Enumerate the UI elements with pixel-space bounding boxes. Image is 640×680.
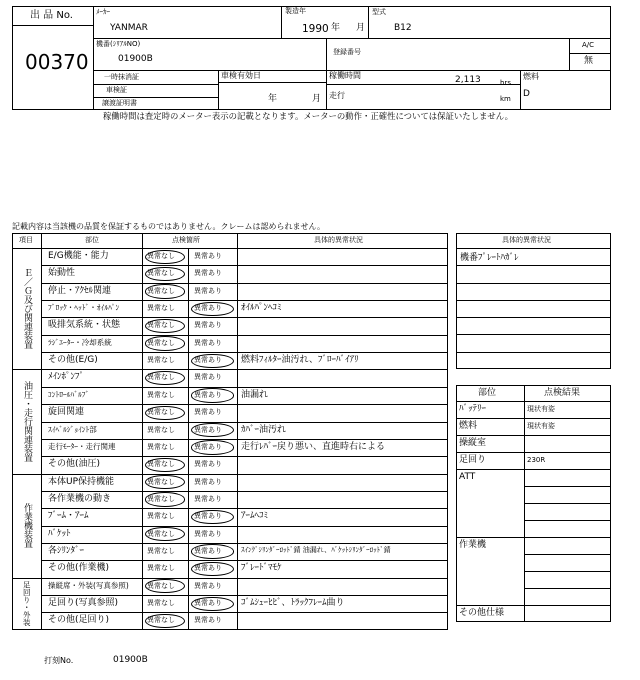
serial-plate-note: 機番ﾌﾟﾚｰﾄﾊｶﾞﾚ bbox=[460, 253, 519, 263]
group-name-text: 油圧・走行関連装置 bbox=[22, 380, 32, 462]
part-label: 足回り(写真参照) bbox=[48, 598, 119, 608]
row-rule bbox=[41, 612, 448, 613]
part-label: 吸排気系統・状態 bbox=[48, 320, 121, 331]
row-rule bbox=[41, 283, 448, 284]
ng-label: 異常あり bbox=[194, 408, 222, 417]
part-label: 走行ﾓｰﾀｰ・走行関連 bbox=[48, 441, 116, 451]
row-rule bbox=[41, 595, 448, 596]
ok-label: 異常なし bbox=[147, 460, 175, 469]
col-check-header: 点検箇所 bbox=[172, 236, 200, 244]
sub-row-rule bbox=[524, 571, 611, 572]
ng-label: 異常あり bbox=[194, 425, 222, 434]
col-part-header: 部位 bbox=[85, 236, 99, 244]
fuel-label: 燃料 bbox=[523, 72, 539, 81]
group-name bbox=[12, 248, 41, 369]
result-part: 作業機 bbox=[459, 540, 487, 550]
inspection-valid-label: 車検有効日 bbox=[221, 71, 261, 80]
ng-label: 異常あり bbox=[194, 252, 222, 260]
result-value: 230R bbox=[527, 456, 546, 464]
model-label: 型式 bbox=[372, 8, 386, 16]
inspection-month-unit: 月 bbox=[312, 94, 322, 104]
ok-label: 異常なし bbox=[147, 373, 175, 382]
model-value: B12 bbox=[394, 23, 412, 33]
lot-number: 00370 bbox=[25, 50, 89, 74]
row-rule bbox=[456, 418, 611, 419]
col-item-header: 項目 bbox=[19, 236, 33, 244]
ng-label: 異常あり bbox=[194, 304, 222, 313]
detail-text: ｱｰﾑﾍｺﾐ bbox=[241, 511, 269, 522]
group-rule bbox=[12, 369, 448, 370]
ok-label: 異常なし bbox=[147, 564, 175, 573]
ok-circle-mark bbox=[145, 250, 185, 264]
detail-text: 燃料ﾌｨﾙﾀｰ油汚れ、ﾌﾞﾛｰﾊﾞｲｱﾘ bbox=[241, 355, 359, 366]
ok-label: 異常なし bbox=[147, 599, 175, 607]
part-label: 旋回関連 bbox=[48, 407, 85, 418]
group-rule bbox=[12, 474, 448, 475]
header-rule bbox=[456, 248, 611, 249]
ok-circle-mark bbox=[145, 458, 185, 472]
km-unit: km bbox=[500, 95, 511, 103]
ng-label: 異常あり bbox=[194, 356, 222, 365]
ok-circle-mark bbox=[145, 492, 185, 506]
result-part: ATT bbox=[459, 472, 476, 482]
row-rule bbox=[456, 452, 611, 453]
header-rule bbox=[456, 401, 611, 402]
detail-text: ｶﾊﾞｰ油汚れ bbox=[241, 424, 287, 435]
ok-label: 異常なし bbox=[147, 356, 175, 365]
ok-label: 異常なし bbox=[147, 494, 175, 503]
hours-unit: hrs bbox=[500, 79, 511, 87]
column-rule bbox=[237, 233, 238, 630]
row-rule bbox=[456, 300, 611, 301]
year-unit: 年 bbox=[331, 23, 341, 33]
row-rule bbox=[456, 537, 611, 538]
ng-label: 異常あり bbox=[194, 494, 222, 503]
ok-label: 異常なし bbox=[147, 408, 175, 417]
ok-circle-mark bbox=[145, 267, 185, 281]
group-rule bbox=[12, 578, 448, 579]
row-rule bbox=[456, 283, 611, 284]
hours-note: 稼働時間は査定時のメーター表示の記載となります。メーターの動作・正確性については保証いたしません。 bbox=[103, 111, 514, 121]
sub-row-rule bbox=[524, 486, 611, 487]
year-value: 1990 bbox=[302, 23, 329, 35]
group-name bbox=[12, 369, 41, 473]
row-rule bbox=[41, 560, 448, 561]
row-rule bbox=[41, 335, 448, 336]
ok-label: 異常なし bbox=[147, 616, 175, 625]
row-rule bbox=[456, 317, 611, 318]
part-label: ﾒｲﾝﾎﾟﾝﾌﾟ bbox=[48, 372, 85, 383]
row-rule bbox=[41, 422, 448, 423]
ng-label: 異常あり bbox=[194, 442, 222, 451]
ok-circle-mark bbox=[145, 614, 185, 628]
ng-circle-mark bbox=[191, 562, 234, 576]
result-value: 現状有姿 bbox=[527, 405, 555, 413]
row-rule bbox=[41, 265, 448, 266]
group-name-text: Ｅ／Ｇ及び関連装置 bbox=[22, 268, 32, 350]
maker-value: YANMAR bbox=[110, 23, 148, 33]
fuel-value: D bbox=[523, 89, 530, 99]
row-rule bbox=[456, 334, 611, 335]
stamp-label: 打刻No. bbox=[44, 656, 74, 665]
detail-text: ｽｲﾝｸﾞｼﾘﾝﾀﾞｰﾛｯﾄﾞ錆 油漏れ、ﾊﾞｹｯﾄｼﾘﾝﾀﾞｰﾛｯﾄﾞ錆 bbox=[241, 545, 391, 554]
ng-label: 異常あり bbox=[194, 512, 222, 521]
maker-label: ﾒｰｶｰ bbox=[96, 8, 110, 16]
detail-text: 油漏れ bbox=[241, 389, 269, 400]
row-rule bbox=[41, 300, 448, 301]
ok-circle-mark bbox=[145, 406, 185, 420]
ng-label: 異常あり bbox=[194, 373, 222, 382]
col-detail-header: 具体的異常状況 bbox=[314, 236, 363, 244]
part-label: ﾌﾞﾛｯｸ・ﾍｯﾄﾞ・ｵｲﾙﾊﾟﾝ bbox=[48, 303, 120, 313]
ac-value: 無 bbox=[584, 56, 594, 66]
inspection-cert-label: 車検証 bbox=[106, 86, 127, 94]
serial-plate-header: 具体的異常状況 bbox=[502, 236, 551, 244]
ng-label: 異常あり bbox=[194, 599, 222, 607]
sub-row-rule bbox=[524, 588, 611, 589]
part-label: その他(足回り) bbox=[48, 615, 110, 626]
ok-label: 異常なし bbox=[147, 512, 175, 521]
transfer-cert-label: 譲渡証明書 bbox=[102, 99, 137, 107]
ok-label: 異常なし bbox=[147, 321, 175, 330]
ng-circle-mark bbox=[191, 544, 234, 558]
result-part: ﾊﾞｯﾃﾘｰ bbox=[459, 404, 487, 414]
ok-circle-mark bbox=[145, 336, 185, 350]
ok-label: 異常なし bbox=[147, 304, 175, 313]
ok-label: 異常なし bbox=[147, 546, 175, 555]
detail-text: ｵｲﾙﾊﾟﾝﾍｺﾐ bbox=[241, 303, 282, 314]
ng-circle-mark bbox=[191, 354, 234, 368]
ng-label: 異常あり bbox=[194, 616, 222, 625]
ok-label: 異常なし bbox=[147, 338, 175, 347]
ok-label: 異常なし bbox=[147, 477, 175, 486]
row-rule bbox=[41, 404, 448, 405]
ng-label: 異常あり bbox=[194, 338, 222, 347]
part-label: 停止・ｱｸｾﾙ関連 bbox=[48, 285, 112, 296]
ng-circle-mark bbox=[191, 597, 234, 611]
part-label: ｽｲﾍﾞﾙｼﾞｮｲﾝﾄ部 bbox=[48, 424, 97, 434]
month-unit: 月 bbox=[356, 23, 366, 33]
lot-label: 出 品 No. bbox=[30, 10, 73, 21]
part-label: ﾌﾞｰﾑ・ｱｰﾑ bbox=[48, 511, 89, 522]
ng-label: 異常あり bbox=[194, 269, 222, 278]
detail-text: ｺﾞﾑｼｭｰﾋﾋﾞ、ﾄﾗｯｸﾌﾚｰﾑ曲り bbox=[241, 598, 345, 608]
part-label: E/G機能・能力 bbox=[48, 251, 109, 261]
part-label: 各ｼﾘﾝﾀﾞｰ bbox=[48, 545, 85, 556]
header-rule bbox=[12, 248, 448, 249]
ng-label: 異常あり bbox=[194, 321, 222, 330]
serial-label: 機番(ｼﾘｱﾙNO) bbox=[96, 40, 141, 48]
ok-label: 異常なし bbox=[147, 252, 175, 260]
km-label: 走行 bbox=[329, 91, 345, 100]
sub-row-rule bbox=[524, 554, 611, 555]
group-name bbox=[12, 474, 41, 578]
group-name-text: 足回り・外装 bbox=[22, 581, 32, 627]
ok-label: 異常なし bbox=[147, 529, 175, 538]
result-value: 現状有姿 bbox=[527, 422, 555, 430]
stamp-value: 01900B bbox=[113, 655, 148, 665]
row-rule bbox=[456, 605, 611, 606]
row-rule bbox=[456, 469, 611, 470]
result-col-part: 部位 bbox=[478, 388, 497, 398]
row-rule bbox=[41, 526, 448, 527]
ng-label: 異常あり bbox=[194, 286, 222, 295]
part-label: 始動性 bbox=[48, 268, 76, 279]
temp-cert-label: 一時抹消証 bbox=[104, 73, 139, 81]
serial-value: 01900B bbox=[118, 54, 153, 64]
ok-label: 異常なし bbox=[147, 390, 175, 399]
ng-label: 異常あり bbox=[194, 460, 222, 469]
result-part: その他仕様 bbox=[459, 608, 505, 618]
group-name bbox=[12, 578, 41, 630]
result-part: 操縦室 bbox=[459, 438, 487, 448]
ok-label: 異常なし bbox=[147, 425, 175, 434]
ok-label: 異常なし bbox=[147, 581, 175, 590]
row-rule bbox=[41, 491, 448, 492]
row-rule bbox=[456, 265, 611, 266]
row-rule bbox=[41, 508, 448, 509]
ok-label: 異常なし bbox=[147, 442, 175, 451]
sub-row-rule bbox=[524, 520, 611, 521]
row-rule bbox=[456, 352, 611, 353]
ng-circle-mark bbox=[191, 302, 234, 316]
ok-label: 異常なし bbox=[147, 269, 175, 278]
part-label: ﾊﾞｹｯﾄ bbox=[48, 528, 71, 539]
row-rule bbox=[41, 456, 448, 457]
year-label: 製造年 bbox=[285, 7, 306, 15]
ac-label: A/C bbox=[582, 41, 595, 49]
row-rule bbox=[456, 435, 611, 436]
result-part: 燃料 bbox=[459, 421, 478, 431]
ng-label: 異常あり bbox=[194, 390, 222, 399]
ok-circle-mark bbox=[145, 284, 185, 298]
part-label: ﾗｼﾞｴｰﾀｰ・冷却系統 bbox=[48, 337, 112, 347]
row-rule bbox=[41, 317, 448, 318]
ng-circle-mark bbox=[191, 510, 234, 524]
detail-text: ﾌﾞﾚｰﾄﾞﾏﾓｹ bbox=[241, 563, 282, 574]
part-label: その他(E/G) bbox=[48, 355, 98, 366]
row-rule bbox=[41, 387, 448, 388]
hours-value: 2,113 bbox=[455, 75, 481, 85]
disclaimer: 記載内容は当該機の品質を保証するものではありません。クレームは認められません。 bbox=[12, 222, 325, 231]
part-label: 操縦席・外装(写真参照) bbox=[48, 580, 129, 590]
part-label: ｺﾝﾄﾛｰﾙﾊﾞﾙﾌﾞ bbox=[48, 389, 90, 399]
result-col-result: 点検結果 bbox=[544, 388, 581, 398]
ng-circle-mark bbox=[191, 440, 234, 454]
row-rule bbox=[41, 543, 448, 544]
hours-label: 稼働時間 bbox=[329, 71, 361, 80]
column-rule bbox=[41, 233, 42, 630]
ng-label: 異常あり bbox=[194, 529, 222, 538]
column-rule bbox=[142, 233, 143, 630]
ng-label: 異常あり bbox=[194, 581, 222, 590]
part-label: 各作業機の動き bbox=[48, 493, 112, 504]
ng-label: 異常あり bbox=[194, 477, 222, 486]
row-rule bbox=[41, 439, 448, 440]
ng-circle-mark bbox=[191, 388, 234, 402]
ok-label: 異常なし bbox=[147, 286, 175, 295]
detail-text: 走行ﾚﾊﾞｰ戻り悪い、直進時右による bbox=[241, 441, 386, 452]
sub-row-rule bbox=[524, 503, 611, 504]
part-label: 本体UP保持機能 bbox=[48, 476, 115, 487]
part-label: その他(油圧) bbox=[48, 459, 101, 470]
reg-label: 登録番号 bbox=[333, 48, 361, 56]
ng-label: 異常あり bbox=[194, 546, 222, 555]
row-rule bbox=[41, 352, 448, 353]
inspection-year-unit: 年 bbox=[268, 94, 278, 104]
ng-label: 異常あり bbox=[194, 564, 222, 573]
part-label: その他(作業機) bbox=[48, 563, 110, 574]
group-name-text: 作業機装置 bbox=[22, 503, 32, 549]
result-part: 足回り bbox=[459, 455, 487, 465]
